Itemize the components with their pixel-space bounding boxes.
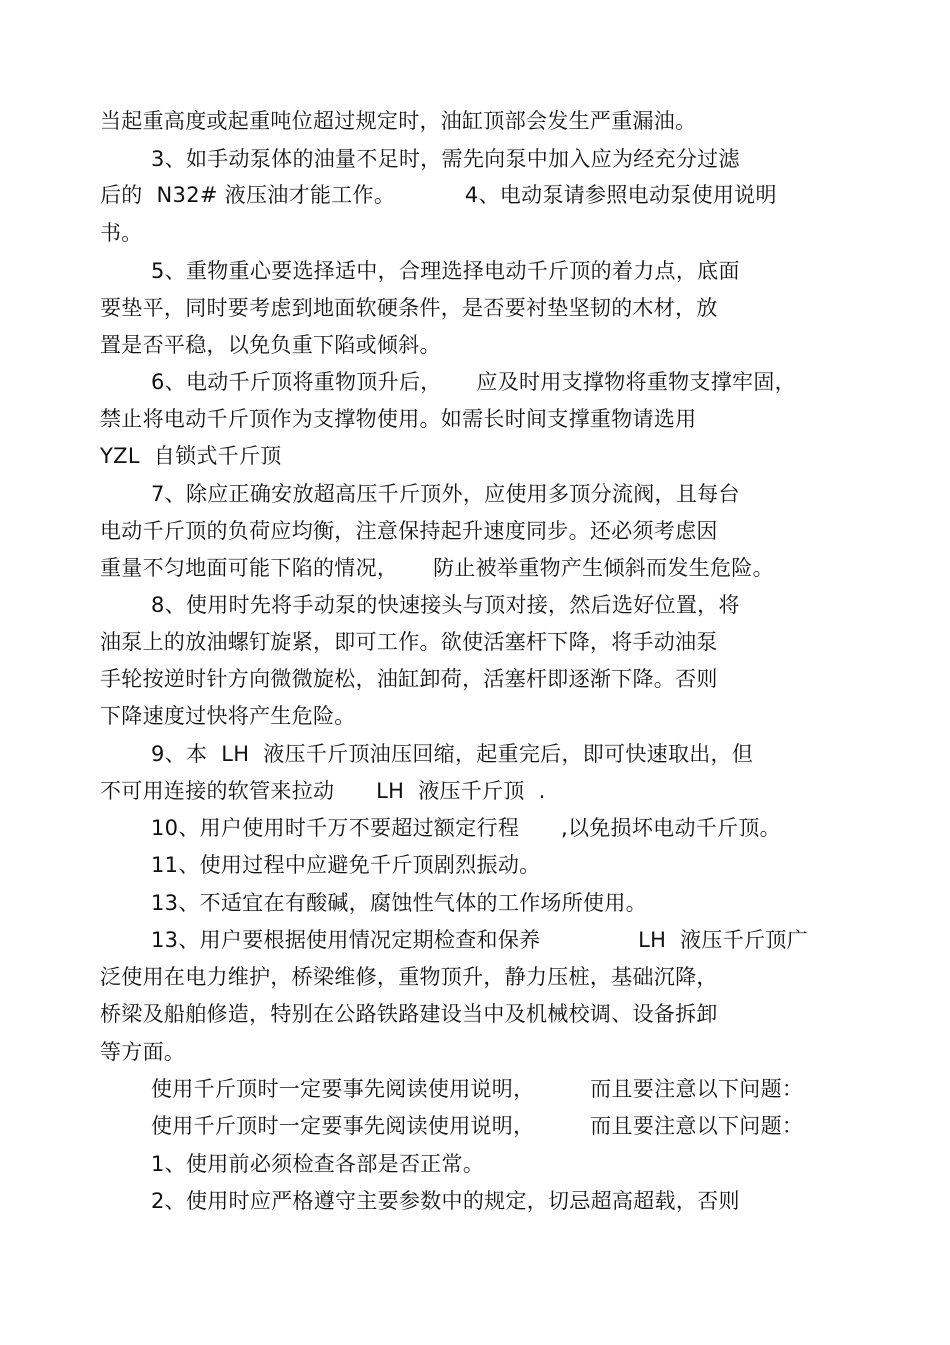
text-line: 电动千斤顶的负荷应均衡，注意保持起升速度同步。还必须考虑因: [100, 519, 718, 543]
text-line: 使用千斤顶时一定要事先阅读使用说明， 而且要注意以下问题：: [151, 1114, 804, 1138]
text-line: 重量不匀地面可能下陷的情况， 防止被举重物产生倾斜而发生危险。: [100, 556, 774, 580]
text-line: 禁止将电动千斤顶作为支撑物使用。如需长时间支撑重物请选用: [100, 407, 697, 431]
text-line: 置是否平稳，以免负重下陷或倾斜。: [100, 333, 441, 357]
text-line: 1、使用前必须检查各部是否正常。: [151, 1152, 485, 1176]
text-line: 7、除应正确安放超高压千斤顶外，应使用多顶分流阀，且每台: [151, 482, 740, 506]
text-line: YZL 自锁式千斤顶: [100, 444, 282, 468]
text-line: 油泵上的放油螺钉旋紧，即可工作。欲使活塞杆下降，将手动油泵: [100, 630, 718, 654]
text-line: 5、重物重心要选择适中，合理选择电动千斤顶的着力点，底面: [151, 259, 740, 283]
text-line: 等方面。: [100, 1040, 186, 1064]
text-line: 3、如手动泵体的油量不足时，需先向泵中加入应为经充分过滤: [151, 147, 740, 171]
text-line: 手轮按逆时针方向微微旋松，油缸卸荷，活塞杆即逐渐下降。否则: [100, 667, 718, 691]
text-line: 8、使用时先将手动泵的快速接头与顶对接，然后选好位置，将: [151, 593, 740, 617]
text-line: 13、用户要根据使用情况定期检查和保养 LH 液压千斤顶广: [151, 928, 808, 952]
text-line: 9、本 LH 液压千斤顶油压回缩，起重完后，即可快速取出，但: [151, 742, 754, 766]
text-line: 13、不适宜在有酸碱，腐蚀性气体的工作场所使用。: [151, 891, 647, 915]
text-line: 11、使用过程中应避免千斤顶剧烈振动。: [151, 853, 541, 877]
text-line: 使用千斤顶时一定要事先阅读使用说明， 而且要注意以下问题：: [151, 1077, 804, 1101]
text-line: 泛使用在电力维护，桥梁维修，重物顶升，静力压桩，基础沉降，: [100, 965, 718, 989]
text-line: 桥梁及船舶修造，特别在公路铁路建设当中及机械校调、设备拆卸: [100, 1002, 718, 1026]
text-line: 书。: [100, 221, 143, 245]
text-line: 要垫平，同时要考虑到地面软硬条件，是否要衬垫坚韧的木材，放: [100, 296, 718, 320]
text-line: 10、用户使用时千万不要超过额定行程 ,以免损坏电动千斤顶。: [151, 816, 781, 840]
text-line: 后的 N32# 液压油才能工作。 4、电动泵请参照电动泵使用说明: [100, 183, 777, 207]
text-line: 当起重高度或起重吨位超过规定时，油缸顶部会发生严重漏油。: [100, 109, 697, 133]
text-line: 6、电动千斤顶将重物顶升后， 应及时用支撑物将重物支撑牢固，: [151, 370, 796, 394]
text-line: 下降速度过快将产生危险。: [100, 704, 356, 728]
text-line: 2、使用时应严格遵守主要参数中的规定，切忌超高超载，否则: [151, 1189, 740, 1213]
text-line: 不可用连接的软管来拉动 LH 液压千斤顶 .: [100, 779, 546, 803]
